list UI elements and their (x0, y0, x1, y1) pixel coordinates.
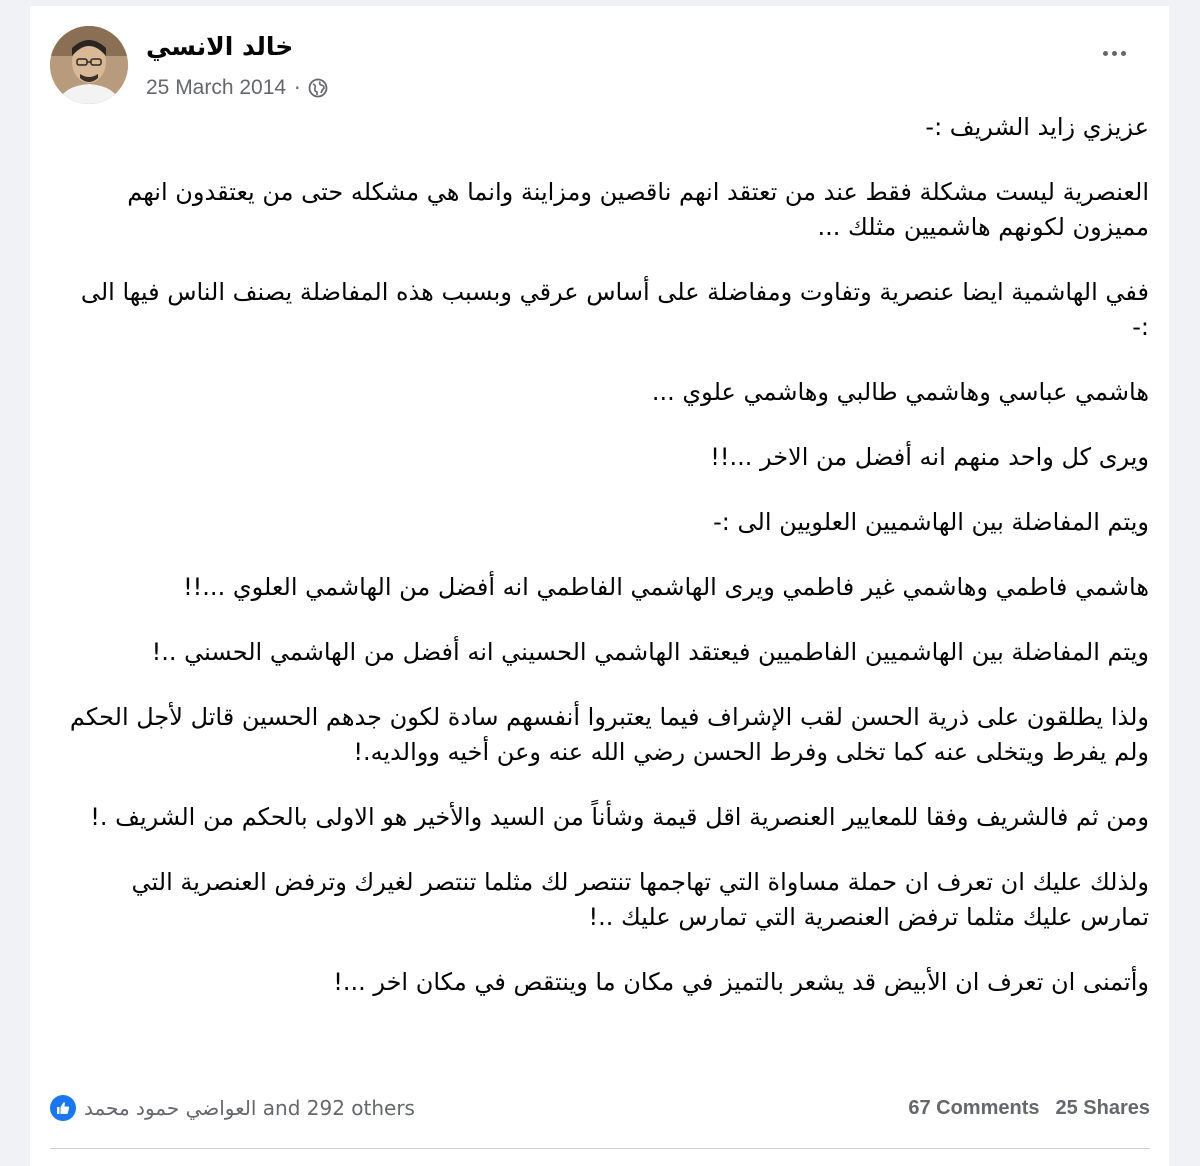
post-header (50, 24, 1150, 114)
post-paragraph: ولذلك عليك ان تعرف ان حملة مساواة التي تهاجمها تنتصر لك مثلما تنتصر لغيرك وترفض العنصرية التي تمارس عليك مثلما ترفض العنصرية التي تمارس عليك ..! (131, 868, 1149, 931)
post-paragraph: ومن ثم فالشريف وفقا للمعايير العنصرية اقل قيمة وشأناً من السيد والأخير هو الاولى بالحكم من الشريف .! (90, 803, 1149, 831)
reactions-summary[interactable] (50, 1095, 415, 1121)
post-footer (50, 1091, 1150, 1131)
post-paragraph: ففي الهاشمية ايضا عنصرية وتفاوت ومفاضلة على أساس عرقي وبسبب هذه المفاضلة يصنف الناس فيها الى :- (80, 278, 1149, 341)
post-paragraph: ويتم المفاضلة بين الهاشميين الفاطميين فيعتقد الهاشمي الحسيني انه أفضل من الهاشمي الحسني ..! (151, 638, 1149, 666)
post-paragraph: عزيزي زايد الشريف :- (925, 113, 1149, 141)
post-paragraph: ويرى كل واحد منهم انه أفضل من الاخر ...!! (710, 443, 1149, 471)
post-paragraph: هاشمي عباسي وهاشمي طالبي وهاشمي علوي ... (651, 378, 1149, 406)
post-body (60, 110, 1149, 1030)
post-card (30, 6, 1169, 1166)
post-paragraph: ويتم المفاضلة بين الهاشميين العلويين الى :- (713, 508, 1149, 536)
more-options-icon[interactable] (1094, 38, 1134, 68)
post-paragraph: ولذا يطلقون على ذرية الحسن لقب الإشراف فيما يعتبروا أنفسهم سادة لكون جدهم الحسين قاتل لأجل الحكم ولم يفرط ويتخلى عنه كما تخلى وفرط الحسن رضي الله عنه وعن أخيه ووالديه.! (69, 703, 1149, 766)
footer-divider (50, 1148, 1150, 1149)
meta-separator: · (294, 76, 301, 100)
reactors-text[interactable]: العواضي حمود محمد and 292 others (84, 1096, 415, 1120)
like-icon (50, 1095, 76, 1121)
post-paragraph: العنصرية ليست مشكلة فقط عند من تعتقد انهم ناقصين ومزاينة وانما هي مشكله حتى من يعتقدون انهم مميزون لكونهم هاشميين مثلك ... (127, 178, 1149, 241)
engagement-counts (908, 1097, 1150, 1120)
comments-count[interactable]: 67 Comments (908, 1097, 1040, 1119)
author-name[interactable]: خالد الانسي (146, 32, 294, 61)
shares-count[interactable]: 25 Shares (1055, 1097, 1150, 1119)
author-avatar[interactable] (50, 26, 128, 104)
globe-icon (308, 78, 328, 98)
post-paragraph: وأتمنى ان تعرف ان الأبيض قد يشعر بالتميز في مكان ما وينتقص في مكان اخر ...! (333, 968, 1149, 996)
post-meta (146, 74, 328, 102)
post-date[interactable]: 25 March 2014 (146, 76, 287, 99)
post-paragraph: هاشمي فاطمي وهاشمي غير فاطمي ويرى الهاشمي الفاطمي انه أفضل من الهاشمي العلوي ...!! (183, 573, 1149, 601)
